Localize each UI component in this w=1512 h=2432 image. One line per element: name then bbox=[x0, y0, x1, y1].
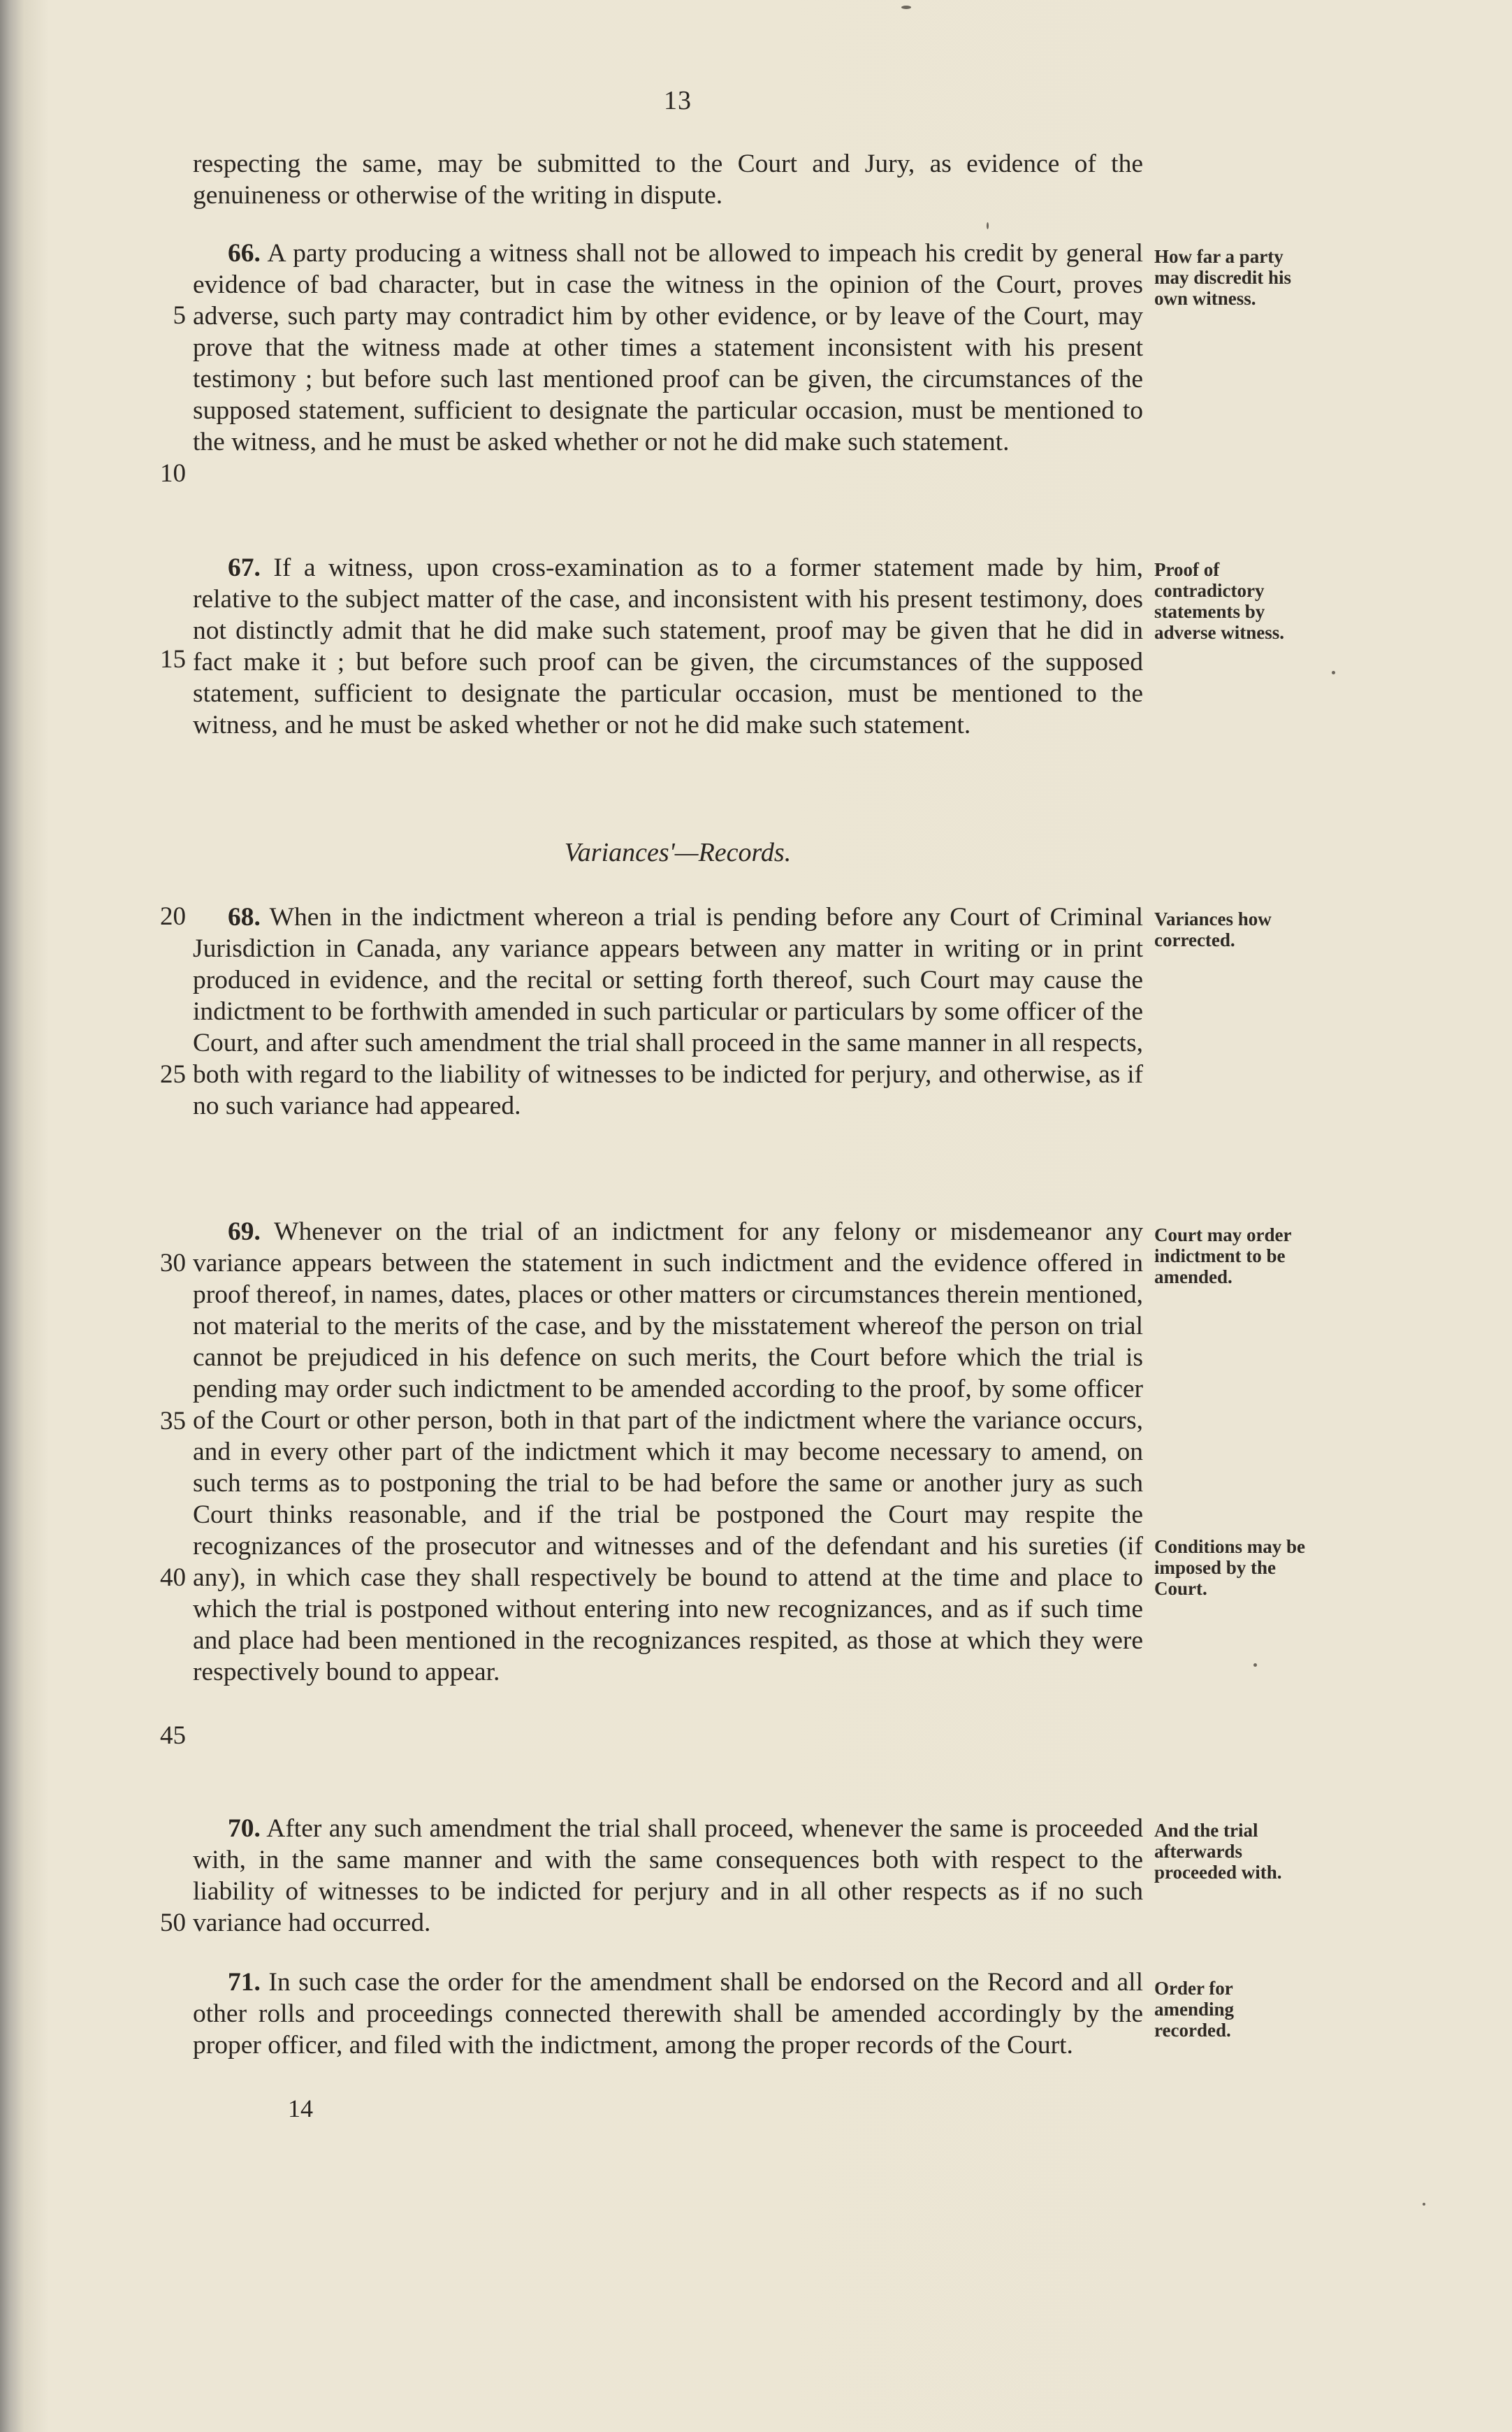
signature-mark: 14 bbox=[288, 2094, 313, 2122]
section-number: 69. bbox=[228, 1217, 261, 1246]
section-number: 66. bbox=[228, 239, 261, 268]
section-text: After any such amendment the trial shall proceed, whenever the same is proceeded with, in the same manner and with the same consequences both with respect to the liability of witnesses to be indicted for perjury and in all other respects as if no such variance had occurred. bbox=[193, 1814, 1143, 1937]
section-68 bbox=[193, 902, 1143, 1122]
scan-speck bbox=[1423, 2203, 1425, 2206]
intro-paragraph bbox=[193, 148, 1143, 211]
margin-note-67: Proof of contradictory statements by adverse witness. bbox=[1154, 559, 1284, 643]
margin-note-69: Court may order indictment to be amended. bbox=[1154, 1224, 1291, 1287]
intro-text: respecting the same, may be submitted to the Court and Jury, as evidence of the genuineness or otherwise of the writing in dispute. bbox=[193, 150, 1143, 210]
scan-speck bbox=[901, 6, 911, 9]
section-text: Whenever on the trial of an indictment for any felony or misdemeanor any variance appears between the statement in such indictment and the evidence offered in proof thereof, in names, dates, places or other matters or circumstances therein mentioned, not material to the merits of the case, and by the misstatement whereof the person on trial cannot be prejudiced in his defence on such merits, the Court before which the trial is pending may order such indictment to be amended according to the proof, by some officer of the Court or other person, both in that part of the indictment where the variance occurs, and in every other part of the indictment which it may become necessary to amend, on such terms as to postponing the trial to be had before the same or another jury as such Court thinks reasonable, and if the trial be postponed the Court may respite the recognizances of the prosecutor and witnesses and of the defendant and his sureties (if any), in which case they shall respectively be bound to attend at the time and place to which the trial is postponed without entering into new recognizances, and as if such time and place had been mentioned in the recognizances respited, as those at which they were respectively bound to appear. bbox=[193, 1217, 1143, 1686]
section-70 bbox=[193, 1813, 1143, 1939]
line-number: 35 bbox=[160, 1407, 186, 1435]
line-number: 10 bbox=[160, 459, 186, 488]
section-number: 71. bbox=[228, 1968, 261, 1997]
section-text: If a witness, upon cross-examination as to a former statement made by him, relative to the subject matter of the case, and inconsistent with his present testimony, does not distinctly admit that he did make such statement, proof may be given that he did in fact make it ; but before such proof can be given, the circumstances of the supposed statement, sufficient to designate the particular occasion, must be mentioned to the witness, and he must be asked whether or not he did make such statement. bbox=[193, 553, 1144, 739]
scan-speck bbox=[1253, 1663, 1257, 1667]
margin-note-69b: Conditions may be imposed by the Court. bbox=[1154, 1536, 1306, 1599]
line-number: 30 bbox=[160, 1249, 186, 1277]
page-number: 13 bbox=[664, 86, 692, 115]
section-text: When in the indictment whereon a trial is pending before any Court of Criminal Jurisdiction in Canada, any variance appears between any matter in writing or in print produced in evidence, and the recital or setting forth thereof, such Court may cause the indictment to be forthwith amended in such particular or particulars by some officer of the Court, and after such amendment the trial shall proceed in the same manner in all respects, both with regard to the liability of witnesses to be indicted for perjury, and otherwise, as if no such variance had appeared. bbox=[193, 903, 1143, 1120]
line-number: 50 bbox=[160, 1909, 186, 1937]
margin-note-68: Variances how corrected. bbox=[1154, 909, 1272, 950]
section-number: 67. bbox=[228, 553, 261, 582]
section-text: In such case the order for the amendment shall be endorsed on the Record and all other rolls and proceedings connected therewith shall be amended accordingly by the proper officer, and filed with the indictment, among the proper records of the Court. bbox=[193, 1968, 1144, 2060]
section-heading: Variances'—Records. bbox=[564, 838, 792, 867]
section-number: 70. bbox=[228, 1814, 261, 1843]
line-number: 40 bbox=[160, 1563, 186, 1592]
line-number: 5 bbox=[173, 301, 186, 330]
section-71 bbox=[193, 1967, 1143, 2061]
section-66 bbox=[193, 238, 1143, 458]
section-text: A party producing a witness shall not be allowed to impeach his credit by general evidence of bad character, but in case the witness in the opinion of the Court, proves adverse, such party may contradict him by other evidence, or by leave of the Court, may prove that the witness made at other times a statement inconsistent with his present testimony ; but before such last mentioned proof can be given, the circumstances of the supposed statement, sufficient to designate the particular occasion, must be mentioned to the witness, and he must be asked whether or not he did make such statement. bbox=[193, 239, 1143, 456]
scan-speck bbox=[987, 222, 989, 229]
line-number: 45 bbox=[160, 1721, 186, 1750]
section-number: 68. bbox=[228, 903, 261, 932]
line-number: 25 bbox=[160, 1060, 186, 1089]
line-number: 20 bbox=[160, 902, 186, 931]
section-67 bbox=[193, 552, 1143, 741]
margin-note-70: And the trial afterwards proceeded with. bbox=[1154, 1820, 1282, 1883]
margin-note-66: How far a party may discredit his own witness. bbox=[1154, 246, 1292, 309]
margin-note-71: Order for amending recorded. bbox=[1154, 1978, 1235, 2041]
section-69 bbox=[193, 1216, 1143, 1688]
line-number: 15 bbox=[160, 645, 186, 674]
scan-speck bbox=[1332, 671, 1335, 674]
